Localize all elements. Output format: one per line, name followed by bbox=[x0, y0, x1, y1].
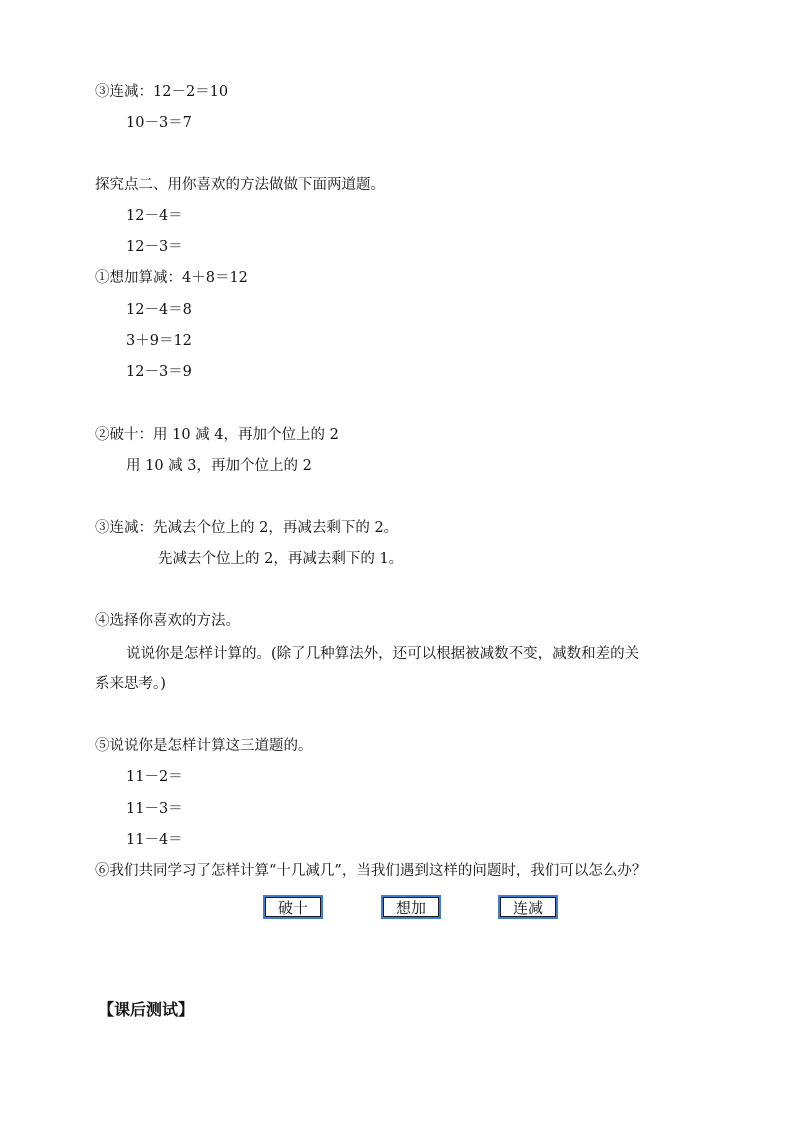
text-line: 系来思考。) bbox=[95, 676, 166, 692]
text-line: ⑤说说你是怎样计算这三道题的。 bbox=[95, 738, 313, 754]
text-line: 3＋9＝12 bbox=[126, 333, 192, 349]
question-line: ⑥我们共同学习了怎样计算“十几减几”，当我们遇到这样的问题时，我们可以怎么办？ bbox=[95, 863, 647, 879]
text-line: ②破十：用 10 减 4，再加个位上的 2 bbox=[95, 427, 339, 443]
text-line: 用 10 减 3，再加个位上的 2 bbox=[126, 458, 312, 474]
section-heading: 【课后测试】 bbox=[98, 1000, 195, 1019]
po-shi-button[interactable]: 破十 bbox=[263, 895, 323, 919]
text-line: 11－4＝ bbox=[126, 832, 183, 848]
xiang-jia-button[interactable]: 想加 bbox=[381, 895, 441, 919]
text-line: 10－3＝7 bbox=[126, 115, 192, 131]
text-line: ④选择你喜欢的方法。 bbox=[95, 613, 240, 629]
text-line: 12－4＝ bbox=[126, 208, 183, 224]
text-line: 12－3＝9 bbox=[126, 364, 192, 380]
lian-jian-button[interactable]: 连减 bbox=[498, 895, 558, 919]
text-line: 11－3＝ bbox=[126, 801, 183, 817]
text-line: ③连减：12－2＝10 bbox=[95, 84, 229, 100]
text-line: ③连减：先减去个位上的 2，再减去剩下的 2。 bbox=[95, 520, 399, 536]
text-line: 12－3＝ bbox=[126, 239, 183, 255]
text-line: ①想加算减：4＋8＝12 bbox=[95, 270, 248, 286]
text-line: 说说你是怎样计算的。(除了几种算法外，还可以根据被减数不变，减数和差的关 bbox=[126, 646, 640, 662]
text-line: 12－4＝8 bbox=[126, 302, 192, 318]
text-line: 先减去个位上的 2，再减去剩下的 1。 bbox=[158, 551, 404, 567]
text-line: 11－2＝ bbox=[126, 769, 183, 785]
section-title: 探究点二、用你喜欢的方法做做下面两道题。 bbox=[95, 177, 385, 193]
